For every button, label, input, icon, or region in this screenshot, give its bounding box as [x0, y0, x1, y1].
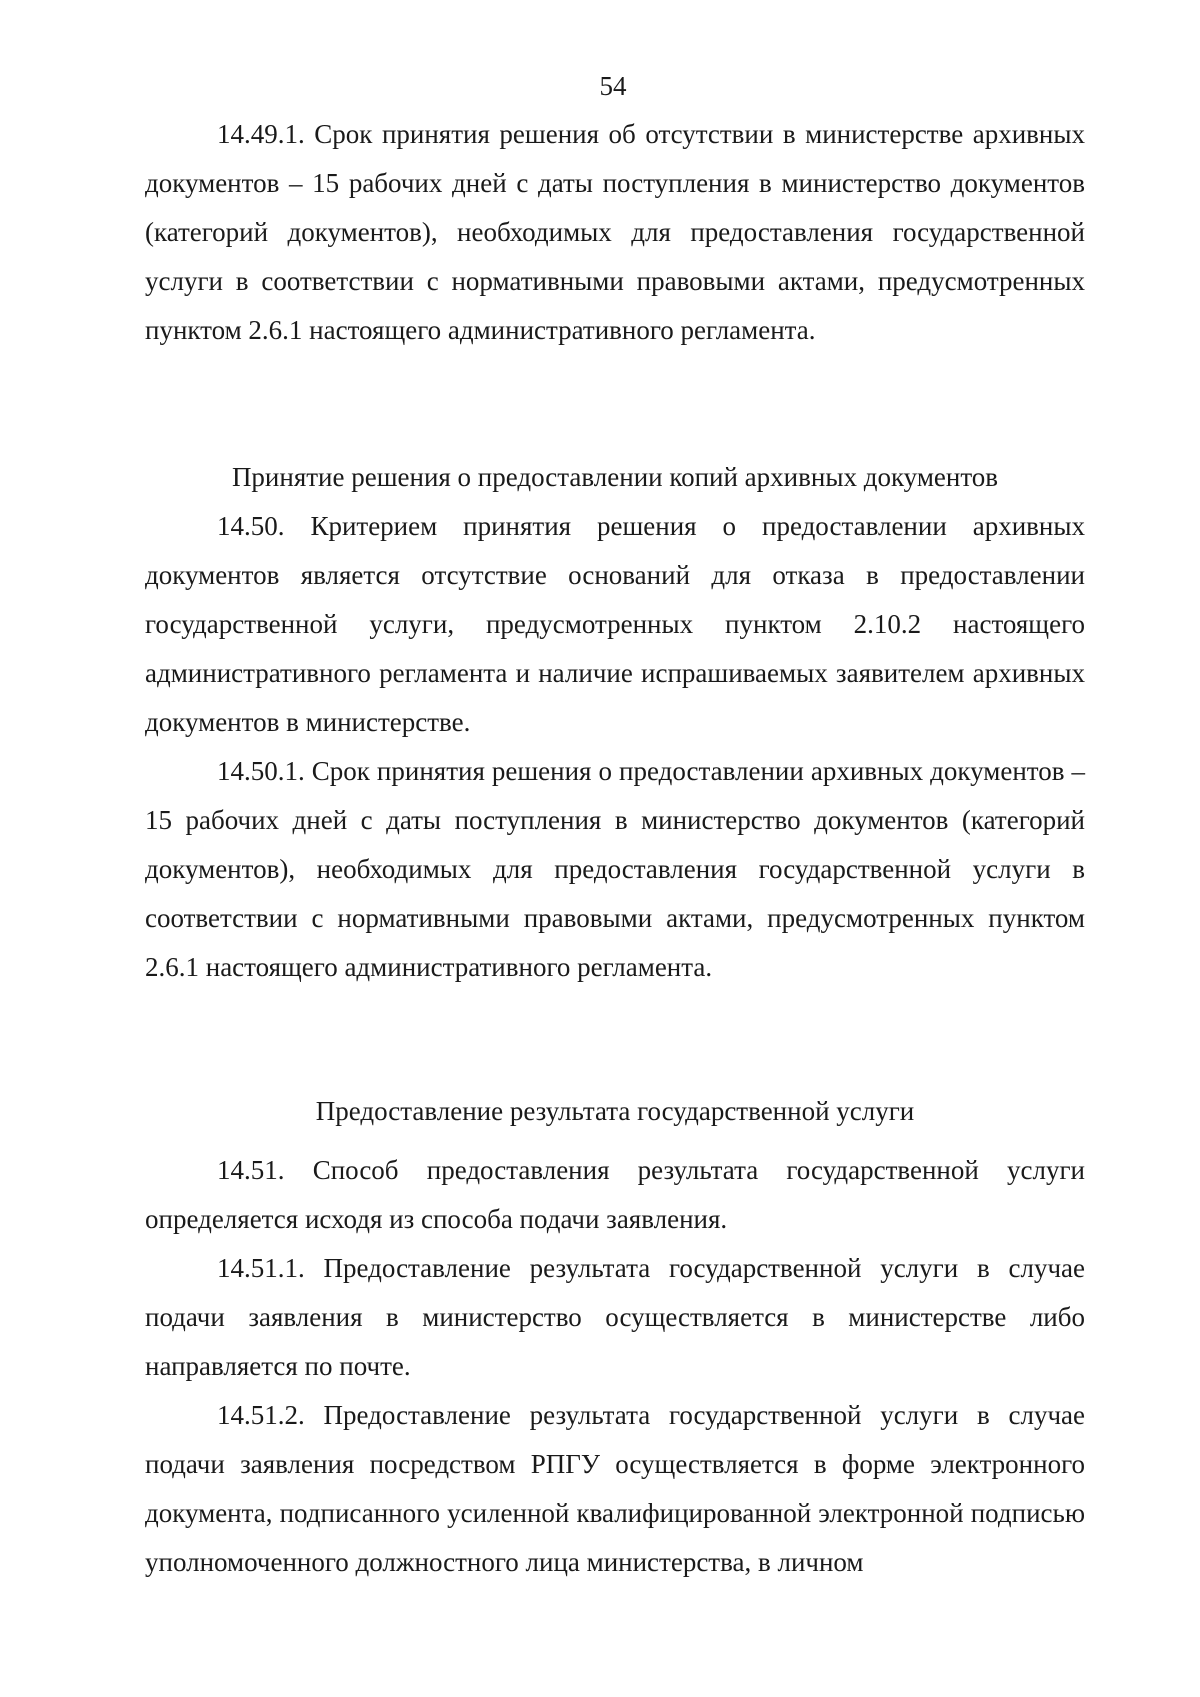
section-decision-absence: [145, 110, 1085, 355]
section-result-provision: [145, 1087, 1085, 1587]
paragraph-14-50-1: 14.50.1. Срок принятия решения о предоставлении архивных документов – 15 рабочих дней с даты поступления в министерство документов (категорий документов), необходимых для предоставления государственной услуги в соответствии с нормативными правовыми актами, предусмотренных пунктом 2.6.1 настоящего административного регламента.: [145, 756, 1085, 982]
heading-copies-decision: Принятие решения о предоставлении копий архивных документов: [231, 462, 999, 492]
paragraph-14-51-2: 14.51.2. Предоставление результата государственной услуги в случае подачи заявления посредством РПГУ осуществляется в форме электронного документа, подписанного усиленной квалифицированной электронной подписью уполномоченного должностного лица министерства, в личном: [145, 1400, 1085, 1577]
page-number: 54: [599, 71, 627, 101]
section-decision-copies: [145, 453, 1085, 992]
spacer: [145, 1136, 1085, 1146]
paragraph-14-50: 14.50. Критерием принятия решения о предоставлении архивных документов является отсутствие оснований для отказа в предоставлении государственной услуги, предусмотренных пунктом 2.10.2 настоящего административного регламента и наличие испрашиваемых заявителем архивных документов в министерстве.: [145, 511, 1085, 737]
heading-result-provision: Предоставление результата государственной услуги: [315, 1096, 915, 1126]
paragraph-14-49-1: 14.49.1. Срок принятия решения об отсутствии в министерстве архивных документов – 15 рабочих дней с даты поступления в министерство документов (категорий документов), необходимых для предоставления государственной услуги в соответствии с нормативными правовыми актами, предусмотренных пунктом 2.6.1 настоящего административного регламента.: [145, 119, 1085, 345]
paragraph-14-51-1: 14.51.1. Предоставление результата государственной услуги в случае подачи заявления в министерство осуществляется в министерстве либо направляется по почте.: [145, 1253, 1085, 1381]
paragraph-14-51: 14.51. Способ предоставления результата государственной услуги определяется исходя из способа подачи заявления.: [145, 1155, 1085, 1234]
